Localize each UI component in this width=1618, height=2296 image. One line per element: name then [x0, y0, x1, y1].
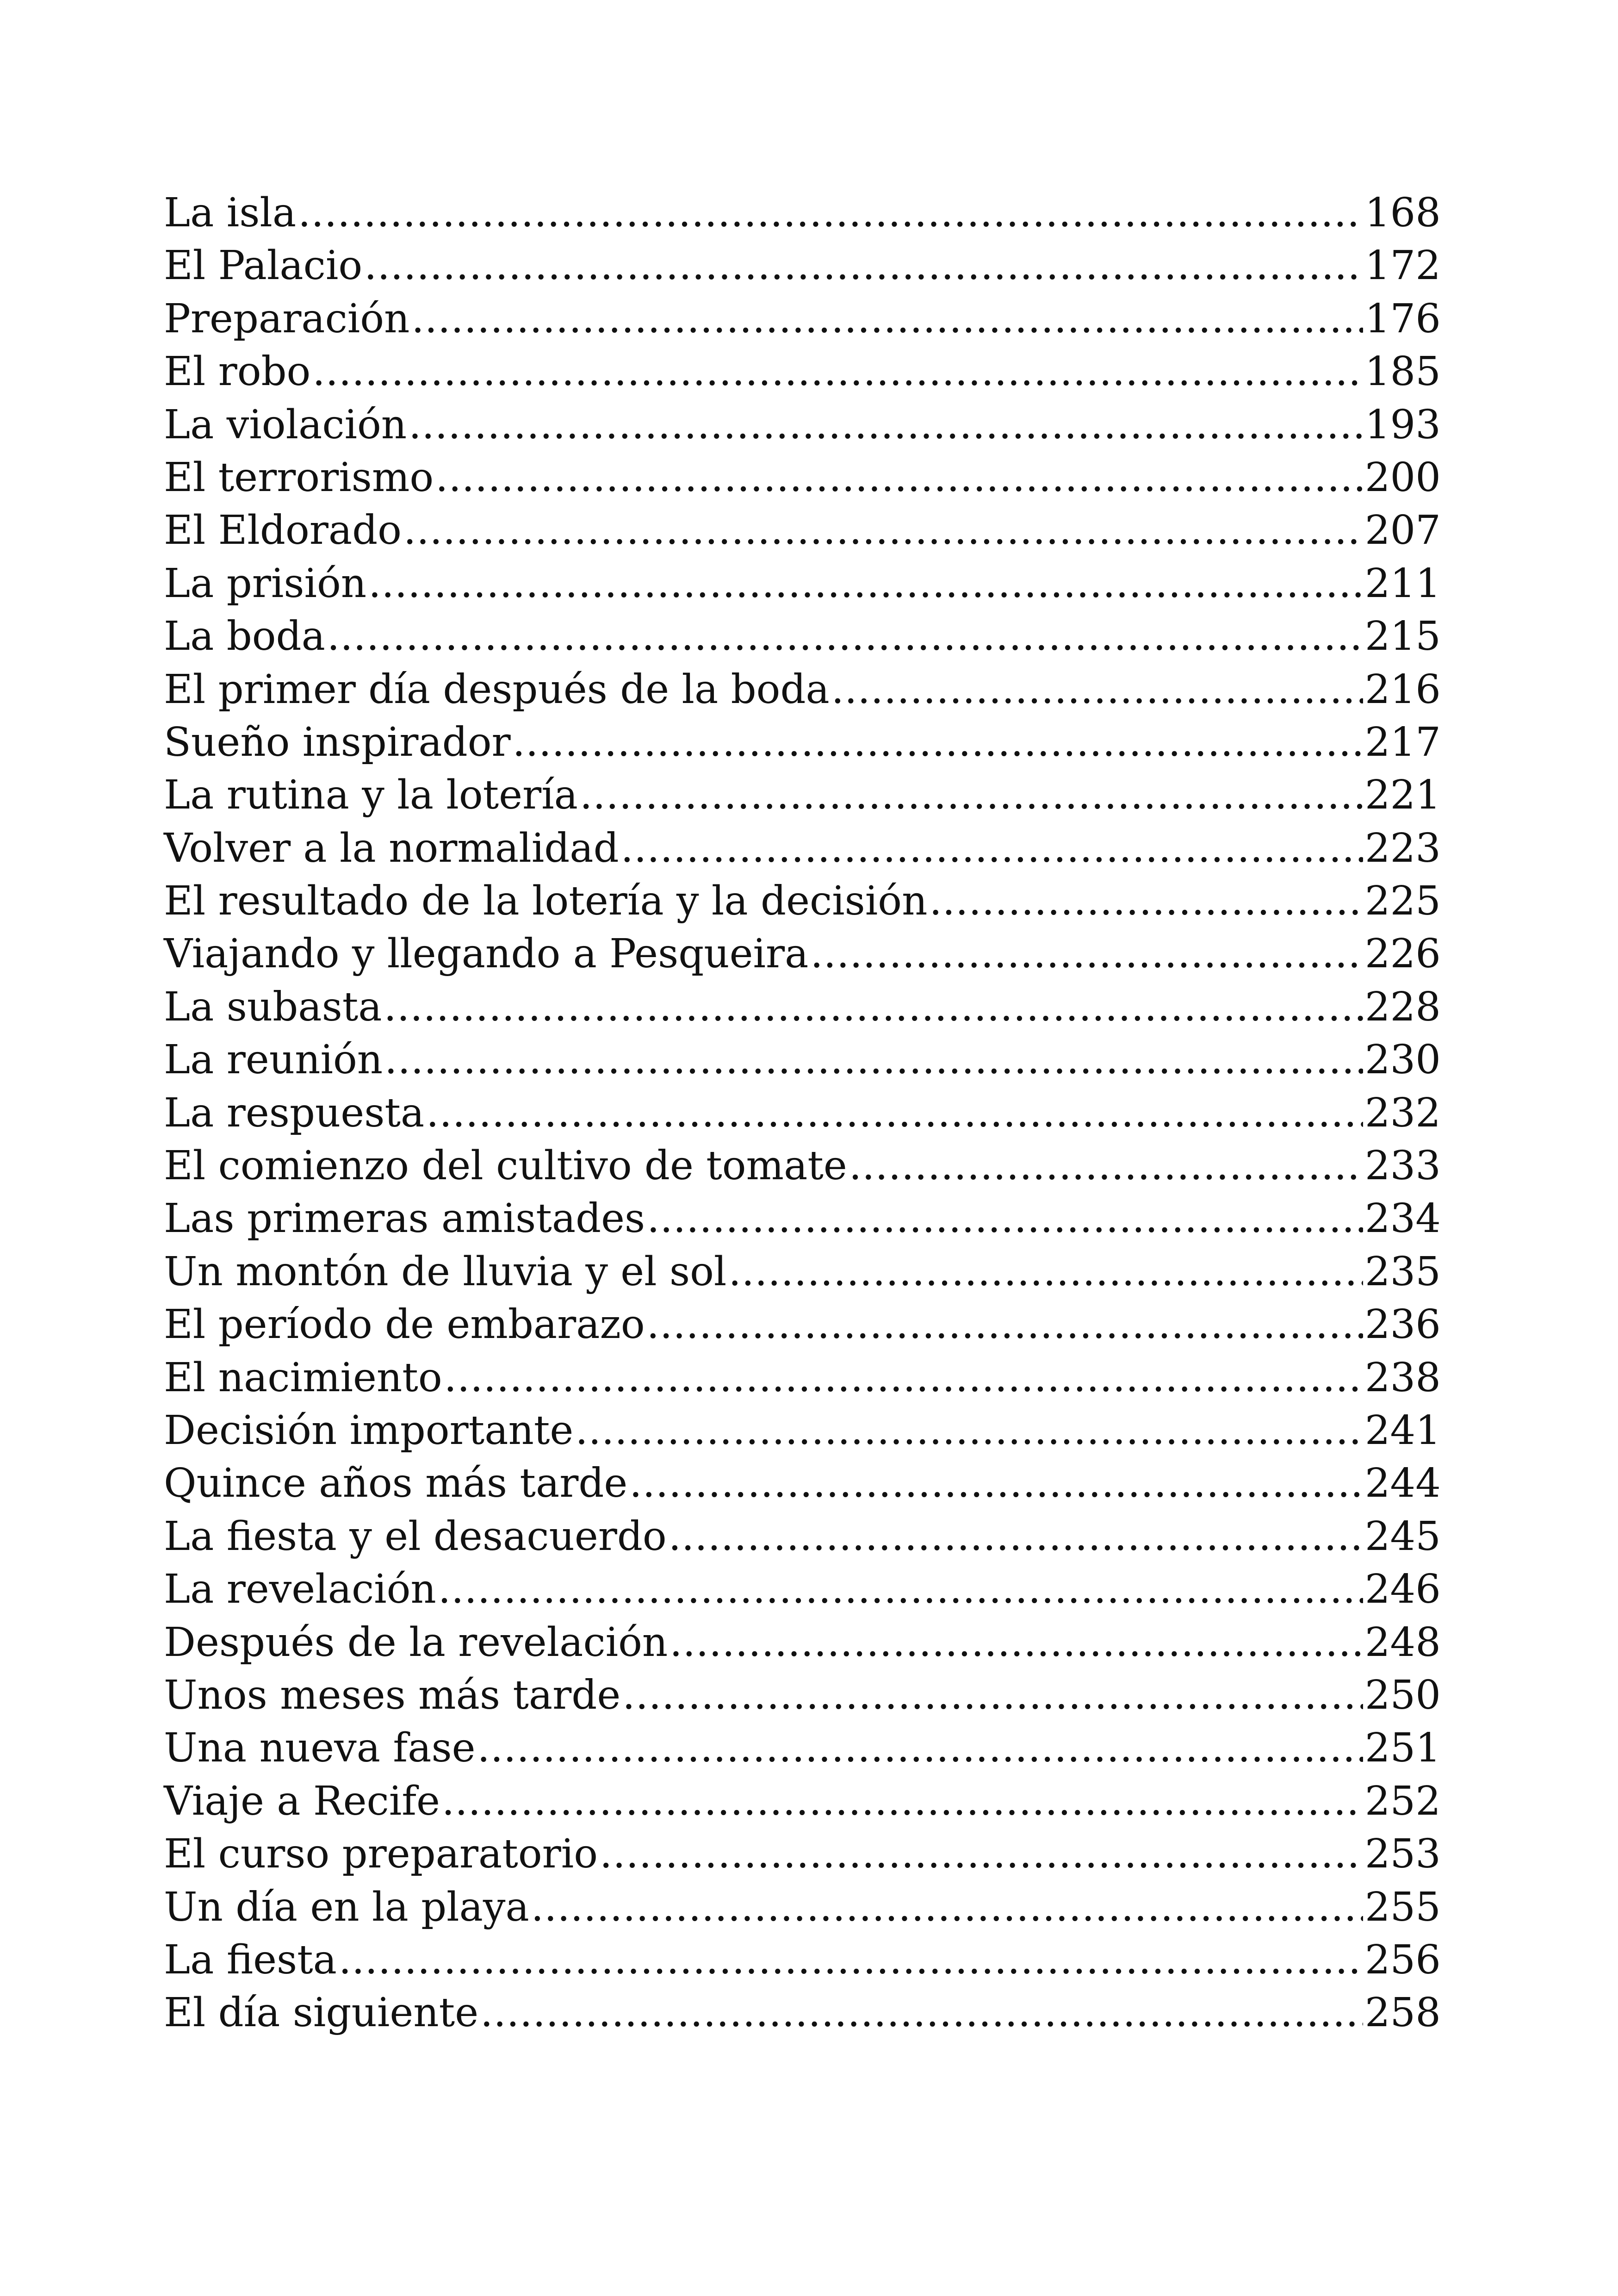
toc-entry-title: El comienzo del cultivo de tomate — [164, 1143, 847, 1189]
dot-leader — [629, 1457, 1363, 1510]
toc-entry-title: La violación — [164, 401, 407, 448]
toc-entry-title: El Palacio — [164, 243, 363, 289]
toc-entry-page-number: 217 — [1364, 719, 1441, 765]
toc-entry-page-number: 230 — [1364, 1037, 1441, 1083]
toc-entry — [164, 1563, 1441, 1616]
toc-entry — [164, 822, 1441, 875]
toc-entry-title: La reunión — [164, 1037, 383, 1083]
toc-entry — [164, 292, 1441, 345]
toc-entry-page-number: 223 — [1364, 825, 1441, 871]
dot-leader — [384, 981, 1363, 1033]
dot-leader — [411, 292, 1363, 345]
dot-leader — [442, 1775, 1363, 1828]
toc-entry-title: El robo — [164, 348, 311, 395]
toc-entry-title: La subasta — [164, 983, 382, 1030]
toc-entry-title: El período de embarazo — [164, 1301, 645, 1348]
toc-entry-title: Volver a la normalidad — [164, 825, 619, 871]
toc-entry — [164, 1616, 1441, 1669]
toc-entry-title: Quince años más tarde — [164, 1460, 628, 1507]
dot-leader — [849, 1139, 1363, 1192]
toc-entry-page-number: 193 — [1364, 401, 1441, 448]
toc-entry — [164, 1934, 1441, 1986]
toc-entry-title: El terrorismo — [164, 454, 434, 501]
toc-entry-page-number: 250 — [1364, 1672, 1441, 1718]
toc-entry-page-number: 251 — [1364, 1725, 1441, 1772]
toc-entry-title: Sueño inspirador — [164, 719, 511, 765]
dot-leader — [384, 1033, 1363, 1086]
toc-entry — [164, 1192, 1441, 1245]
toc-entry — [164, 1775, 1441, 1828]
dot-leader — [669, 1510, 1363, 1563]
dot-leader — [480, 1986, 1363, 2039]
toc-entry-title: Unos meses más tarde — [164, 1672, 621, 1718]
toc-entry-page-number: 258 — [1364, 1990, 1441, 2036]
toc-entry — [164, 1404, 1441, 1457]
toc-entry-title: La rutina y la lotería — [164, 772, 578, 819]
toc-entry — [164, 345, 1441, 398]
toc-entry-page-number: 226 — [1364, 931, 1441, 977]
toc-entry-page-number: 252 — [1364, 1778, 1441, 1824]
toc-entry-title: El curso preparatorio — [164, 1831, 598, 1878]
toc-entry-page-number: 228 — [1364, 983, 1441, 1030]
toc-entry-page-number: 236 — [1364, 1301, 1441, 1348]
toc-entry-page-number: 168 — [1364, 190, 1441, 236]
toc-entry-title: Un montón de lluvia y el sol — [164, 1248, 727, 1295]
toc-entry-title: La prisión — [164, 560, 367, 607]
dot-leader — [298, 187, 1363, 239]
dot-leader — [444, 1351, 1363, 1404]
toc-entry — [164, 451, 1441, 504]
toc-entry-page-number: 248 — [1364, 1619, 1441, 1666]
dot-leader — [426, 1087, 1363, 1139]
dot-leader — [403, 504, 1363, 557]
dot-leader — [438, 1563, 1363, 1616]
toc-entry-title: Una nueva fase — [164, 1725, 476, 1772]
dot-leader — [477, 1722, 1363, 1774]
toc-entry-page-number: 211 — [1364, 560, 1441, 607]
toc-entry-page-number: 256 — [1364, 1936, 1441, 1983]
toc-entry — [164, 1722, 1441, 1774]
toc-entry — [164, 1245, 1441, 1298]
toc-entry — [164, 239, 1441, 292]
dot-leader — [622, 1669, 1363, 1722]
toc-entry-page-number: 232 — [1364, 1089, 1441, 1136]
toc-entry — [164, 610, 1441, 663]
dot-leader — [670, 1616, 1363, 1669]
toc-entry-title: Decisión importante — [164, 1407, 574, 1454]
dot-leader — [647, 1298, 1363, 1351]
toc-entry-title: El primer día después de la boda — [164, 666, 830, 713]
toc-entry — [164, 1457, 1441, 1510]
toc-entry-title: La revelación — [164, 1566, 436, 1613]
toc-entry-page-number: 255 — [1364, 1884, 1441, 1930]
dot-leader — [600, 1828, 1363, 1880]
toc-entry — [164, 663, 1441, 716]
toc-entry-title: Preparación — [164, 295, 410, 342]
toc-entry-page-number: 245 — [1364, 1513, 1441, 1560]
dot-leader — [368, 557, 1363, 610]
dot-leader — [647, 1192, 1363, 1245]
toc-entry — [164, 504, 1441, 557]
dot-leader — [531, 1881, 1363, 1934]
toc-entry-title: La isla — [164, 190, 297, 236]
toc-entry — [164, 1828, 1441, 1880]
toc-entry-page-number: 246 — [1364, 1566, 1441, 1613]
toc-entry-title: El Eldorado — [164, 507, 402, 554]
toc-entry — [164, 557, 1441, 610]
toc-entry-page-number: 185 — [1364, 348, 1441, 395]
dot-leader — [621, 822, 1363, 875]
toc-entry-page-number: 207 — [1364, 507, 1441, 554]
dot-leader — [312, 345, 1363, 398]
toc-entry-page-number: 215 — [1364, 613, 1441, 660]
toc-entry — [164, 769, 1441, 821]
toc-entry-title: La fiesta y el desacuerdo — [164, 1513, 667, 1560]
dot-leader — [327, 610, 1363, 663]
toc-entry-page-number: 176 — [1364, 295, 1441, 342]
dot-leader — [409, 398, 1363, 451]
dot-leader — [728, 1245, 1363, 1298]
dot-leader — [339, 1934, 1363, 1986]
toc-entry — [164, 1669, 1441, 1722]
toc-entry-page-number: 253 — [1364, 1831, 1441, 1878]
toc-entry — [164, 1881, 1441, 1934]
toc-entry-title: El resultado de la lotería y la decisión — [164, 878, 928, 925]
toc-entry-page-number: 172 — [1364, 243, 1441, 289]
toc-entry — [164, 981, 1441, 1033]
toc-entry — [164, 1139, 1441, 1192]
toc-entry-title: Viaje a Recife — [164, 1778, 440, 1824]
table-of-contents — [164, 187, 1441, 2040]
toc-entry — [164, 716, 1441, 769]
toc-entry-page-number: 221 — [1364, 772, 1441, 819]
toc-entry-title: El nacimiento — [164, 1354, 442, 1401]
toc-entry — [164, 1510, 1441, 1563]
toc-entry — [164, 1033, 1441, 1086]
toc-entry — [164, 1298, 1441, 1351]
dot-leader — [580, 769, 1363, 821]
toc-entry-page-number: 233 — [1364, 1143, 1441, 1189]
toc-entry-page-number: 235 — [1364, 1248, 1441, 1295]
toc-entry-page-number: 241 — [1364, 1407, 1441, 1454]
toc-entry — [164, 875, 1441, 927]
toc-entry — [164, 398, 1441, 451]
dot-leader — [513, 716, 1363, 769]
toc-entry — [164, 187, 1441, 239]
toc-entry-page-number: 216 — [1364, 666, 1441, 713]
toc-entry-page-number: 234 — [1364, 1195, 1441, 1242]
dot-leader — [435, 451, 1363, 504]
dot-leader — [929, 875, 1363, 927]
toc-entry-page-number: 238 — [1364, 1354, 1441, 1401]
dot-leader — [364, 239, 1363, 292]
toc-entry — [164, 1986, 1441, 2039]
toc-entry — [164, 1351, 1441, 1404]
toc-entry — [164, 927, 1441, 980]
toc-entry-title: El día siguiente — [164, 1990, 479, 2036]
toc-entry-page-number: 225 — [1364, 878, 1441, 925]
toc-entry-title: La respuesta — [164, 1089, 425, 1136]
dot-leader — [575, 1404, 1363, 1457]
toc-entry-title: Viajando y llegando a Pesqueira — [164, 931, 809, 977]
toc-entry-page-number: 200 — [1364, 454, 1441, 501]
toc-entry-title: Las primeras amistades — [164, 1195, 645, 1242]
toc-entry-title: Un día en la playa — [164, 1884, 529, 1930]
toc-entry-page-number: 244 — [1364, 1460, 1441, 1507]
toc-entry-title: Después de la revelación — [164, 1619, 668, 1666]
toc-entry-title: La boda — [164, 613, 325, 660]
toc-entry-title: La fiesta — [164, 1936, 337, 1983]
dot-leader — [810, 927, 1363, 980]
dot-leader — [831, 663, 1363, 716]
toc-entry — [164, 1087, 1441, 1139]
